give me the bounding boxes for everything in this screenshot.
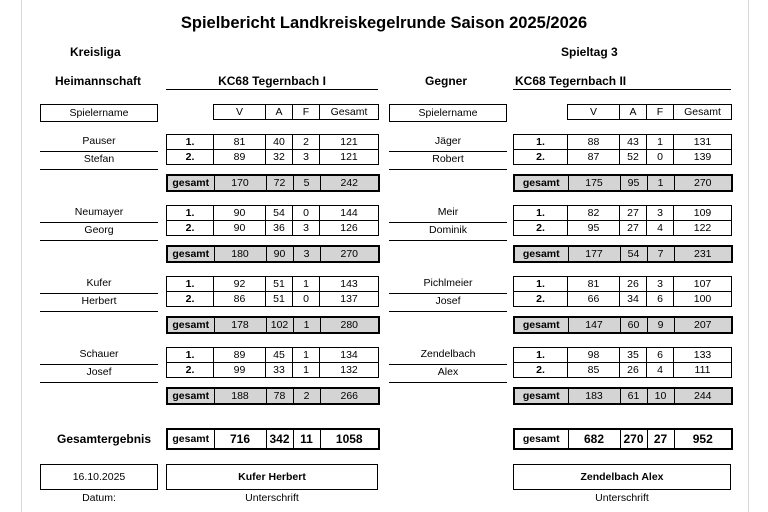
cell-f: 0 (293, 206, 320, 221)
cell-gesamt: 280 (320, 317, 379, 333)
cell-f: 3 (647, 277, 674, 292)
away-label: Gegner (425, 74, 468, 88)
col-gesamt: Gesamt (320, 105, 379, 120)
cell-gesamt: 121 (320, 150, 379, 165)
home-block-total (166, 174, 380, 192)
league-label: Kreisliga (70, 45, 121, 59)
home-block-total (166, 245, 380, 263)
cell-a: 61 (620, 388, 647, 404)
away-team-name: KC68 Tegernbach II (515, 74, 627, 88)
player-divider (40, 311, 158, 312)
cell-a: 51 (266, 277, 293, 292)
cell-v: 98 (568, 348, 620, 363)
cell-a: 33 (266, 363, 293, 378)
cell-f: 4 (647, 221, 674, 236)
cell-v: 95 (568, 221, 620, 236)
home-signature: Kufer Herbert (166, 464, 378, 490)
cell-f: 4 (647, 363, 674, 378)
cell-f: 1 (293, 317, 320, 333)
cell-gesamt: 144 (320, 206, 379, 221)
cell-v: 81 (568, 277, 620, 292)
home-label: Heimannschaft (55, 74, 142, 88)
cell-a: 45 (266, 348, 293, 363)
cell-v: 85 (568, 363, 620, 378)
page-border-left (21, 0, 22, 512)
player-divider (40, 364, 158, 365)
player-first-name: Zendelbach (420, 348, 476, 360)
player-divider (389, 311, 507, 312)
cell-v: 147 (568, 317, 620, 333)
date-field: 16.10.2025 (40, 464, 158, 490)
cell-f: 1 (293, 348, 320, 363)
away-signature: Zendelbach Alex (513, 464, 731, 490)
cell-f: 2 (293, 388, 320, 404)
col-v: V (214, 105, 266, 120)
cell-f: 0 (647, 150, 674, 165)
cell-gesamt: 122 (674, 221, 732, 236)
cell-a: 27 (620, 221, 647, 236)
final-v: 716 (214, 429, 266, 449)
cell-a: 35 (620, 348, 647, 363)
player-first-name: Jäger (434, 135, 462, 147)
total-label: gesamt (167, 246, 214, 262)
player-divider (40, 382, 158, 383)
cell-v: 175 (568, 175, 620, 191)
away-final-total (513, 428, 733, 450)
away-block-total (513, 174, 733, 192)
final-f: 27 (647, 429, 674, 449)
final-f: 11 (293, 429, 320, 449)
final-a: 270 (620, 429, 647, 449)
cell-gesamt: 131 (674, 135, 732, 150)
cell-a: 36 (266, 221, 293, 236)
home-team-underline (166, 89, 378, 90)
cell-f: 3 (293, 150, 320, 165)
cell-f: 0 (293, 292, 320, 307)
player-last-name: Herbert (81, 295, 117, 307)
home-player-scores (166, 276, 379, 307)
cell-v: 89 (214, 150, 266, 165)
cell-gesamt: 244 (674, 388, 732, 404)
player-last-name: Josef (86, 366, 112, 378)
cell-a: 54 (266, 206, 293, 221)
cell-f: 1 (647, 135, 674, 150)
col-a: A (266, 105, 293, 120)
player-divider (389, 382, 507, 383)
final-total-label: gesamt (167, 429, 214, 449)
cell-f: 5 (293, 175, 320, 191)
cell-a: 26 (620, 363, 647, 378)
away-block-total (513, 245, 733, 263)
cell-f: 1 (647, 175, 674, 191)
player-divider (389, 222, 507, 223)
player-first-name: Pauser (82, 135, 116, 147)
cell-v: 178 (214, 317, 266, 333)
cell-v: 82 (568, 206, 620, 221)
player-first-name: Pichlmeier (423, 277, 473, 289)
cell-gesamt: 133 (674, 348, 732, 363)
player-first-name: Kufer (86, 277, 112, 289)
row-label: 1. (514, 135, 568, 150)
cell-gesamt: 143 (320, 277, 379, 292)
cell-gesamt: 121 (320, 135, 379, 150)
cell-gesamt: 111 (674, 363, 732, 378)
player-last-name: Stefan (83, 153, 115, 165)
page-title: Spielbericht Landkreiskegelrunde Saison 2025/2026 (180, 14, 588, 32)
cell-gesamt: 242 (320, 175, 379, 191)
player-last-name: Josef (435, 295, 461, 307)
cell-f: 6 (647, 292, 674, 307)
player-divider (40, 169, 158, 170)
row-label: 2. (514, 221, 568, 236)
col-v: V (568, 105, 620, 120)
col-gesamt: Gesamt (674, 105, 732, 120)
home-player-scores (166, 347, 379, 378)
cell-a: 51 (266, 292, 293, 307)
away-player-scores (513, 205, 732, 236)
cell-gesamt: 139 (674, 150, 732, 165)
date-label: Datum: (82, 492, 116, 504)
total-label: gesamt (167, 388, 214, 404)
player-divider (40, 293, 158, 294)
cell-a: 54 (620, 246, 647, 262)
cell-a: 26 (620, 277, 647, 292)
cell-gesamt: 207 (674, 317, 732, 333)
away-block-total (513, 387, 733, 405)
cell-v: 86 (214, 292, 266, 307)
player-divider (40, 151, 158, 152)
cell-gesamt: 107 (674, 277, 732, 292)
home-column-header (213, 104, 379, 120)
final-gesamt: 952 (674, 429, 732, 449)
player-divider (389, 169, 507, 170)
player-divider (389, 240, 507, 241)
final-gesamt: 1058 (320, 429, 379, 449)
cell-gesamt: 137 (320, 292, 379, 307)
final-v: 682 (568, 429, 620, 449)
cell-a: 78 (266, 388, 293, 404)
row-label: 2. (514, 363, 568, 378)
total-label: gesamt (514, 388, 568, 404)
home-team-name: KC68 Tegernbach I (218, 74, 326, 88)
away-player-scores (513, 347, 732, 378)
total-result-label: Gesamtergebnis (57, 432, 152, 446)
cell-gesamt: 266 (320, 388, 379, 404)
away-column-header (567, 104, 732, 120)
cell-gesamt: 231 (674, 246, 732, 262)
cell-v: 92 (214, 277, 266, 292)
player-first-name: Neumayer (74, 206, 124, 218)
cell-a: 32 (266, 150, 293, 165)
page-border-right (748, 0, 749, 512)
final-a: 342 (266, 429, 293, 449)
cell-v: 88 (568, 135, 620, 150)
row-label: 2. (167, 221, 214, 236)
away-player-scores (513, 276, 732, 307)
row-label: 2. (514, 292, 568, 307)
cell-gesamt: 270 (674, 175, 732, 191)
cell-v: 180 (214, 246, 266, 262)
cell-v: 90 (214, 206, 266, 221)
total-label: gesamt (514, 246, 568, 262)
col-a: A (620, 105, 647, 120)
cell-a: 60 (620, 317, 647, 333)
player-last-name: Georg (84, 224, 114, 236)
row-label: 1. (514, 348, 568, 363)
cell-v: 81 (214, 135, 266, 150)
cell-a: 72 (266, 175, 293, 191)
cell-v: 177 (568, 246, 620, 262)
home-block-total (166, 316, 380, 334)
home-final-total (166, 428, 380, 450)
row-label: 1. (514, 277, 568, 292)
col-f: F (293, 105, 320, 120)
cell-v: 188 (214, 388, 266, 404)
row-label: 1. (167, 206, 214, 221)
home-block-total (166, 387, 380, 405)
player-divider (40, 240, 158, 241)
cell-a: 40 (266, 135, 293, 150)
cell-f: 7 (647, 246, 674, 262)
row-label: 2. (167, 292, 214, 307)
player-divider (40, 222, 158, 223)
cell-a: 27 (620, 206, 647, 221)
cell-v: 90 (214, 221, 266, 236)
cell-gesamt: 100 (674, 292, 732, 307)
home-playername-header: Spielername (40, 104, 158, 122)
cell-f: 10 (647, 388, 674, 404)
player-last-name: Robert (432, 153, 464, 165)
away-team-underline (513, 89, 731, 90)
cell-f: 1 (293, 363, 320, 378)
away-player-scores (513, 134, 732, 165)
row-label: 2. (167, 363, 214, 378)
home-signature-label: Unterschrift (245, 492, 299, 504)
cell-a: 52 (620, 150, 647, 165)
cell-gesamt: 134 (320, 348, 379, 363)
player-divider (389, 293, 507, 294)
row-label: 1. (167, 277, 214, 292)
cell-v: 99 (214, 363, 266, 378)
cell-f: 1 (293, 277, 320, 292)
cell-a: 90 (266, 246, 293, 262)
player-divider (389, 364, 507, 365)
matchday-label: Spieltag 3 (561, 45, 618, 59)
player-first-name: Meir (437, 206, 459, 218)
cell-v: 87 (568, 150, 620, 165)
row-label: 1. (167, 135, 214, 150)
total-label: gesamt (167, 317, 214, 333)
total-label: gesamt (514, 317, 568, 333)
cell-f: 2 (293, 135, 320, 150)
total-label: gesamt (167, 175, 214, 191)
cell-f: 6 (647, 348, 674, 363)
away-block-total (513, 316, 733, 334)
away-playername-header: Spielername (389, 104, 507, 122)
away-signature-label: Unterschrift (595, 492, 649, 504)
row-label: 2. (167, 150, 214, 165)
final-total-label: gesamt (514, 429, 568, 449)
cell-gesamt: 270 (320, 246, 379, 262)
home-player-scores (166, 134, 379, 165)
row-label: 2. (514, 150, 568, 165)
total-label: gesamt (514, 175, 568, 191)
row-label: 1. (514, 206, 568, 221)
cell-f: 9 (647, 317, 674, 333)
cell-a: 102 (266, 317, 293, 333)
player-first-name: Schauer (79, 348, 119, 360)
cell-gesamt: 132 (320, 363, 379, 378)
cell-v: 170 (214, 175, 266, 191)
cell-gesamt: 109 (674, 206, 732, 221)
cell-gesamt: 126 (320, 221, 379, 236)
cell-v: 89 (214, 348, 266, 363)
col-f: F (647, 105, 674, 120)
player-divider (389, 151, 507, 152)
player-last-name: Dominik (429, 224, 467, 236)
cell-v: 183 (568, 388, 620, 404)
cell-f: 3 (647, 206, 674, 221)
cell-f: 3 (293, 221, 320, 236)
cell-v: 66 (568, 292, 620, 307)
cell-a: 43 (620, 135, 647, 150)
cell-a: 95 (620, 175, 647, 191)
player-last-name: Alex (437, 366, 459, 378)
row-label: 1. (167, 348, 214, 363)
cell-f: 3 (293, 246, 320, 262)
cell-a: 34 (620, 292, 647, 307)
home-player-scores (166, 205, 379, 236)
